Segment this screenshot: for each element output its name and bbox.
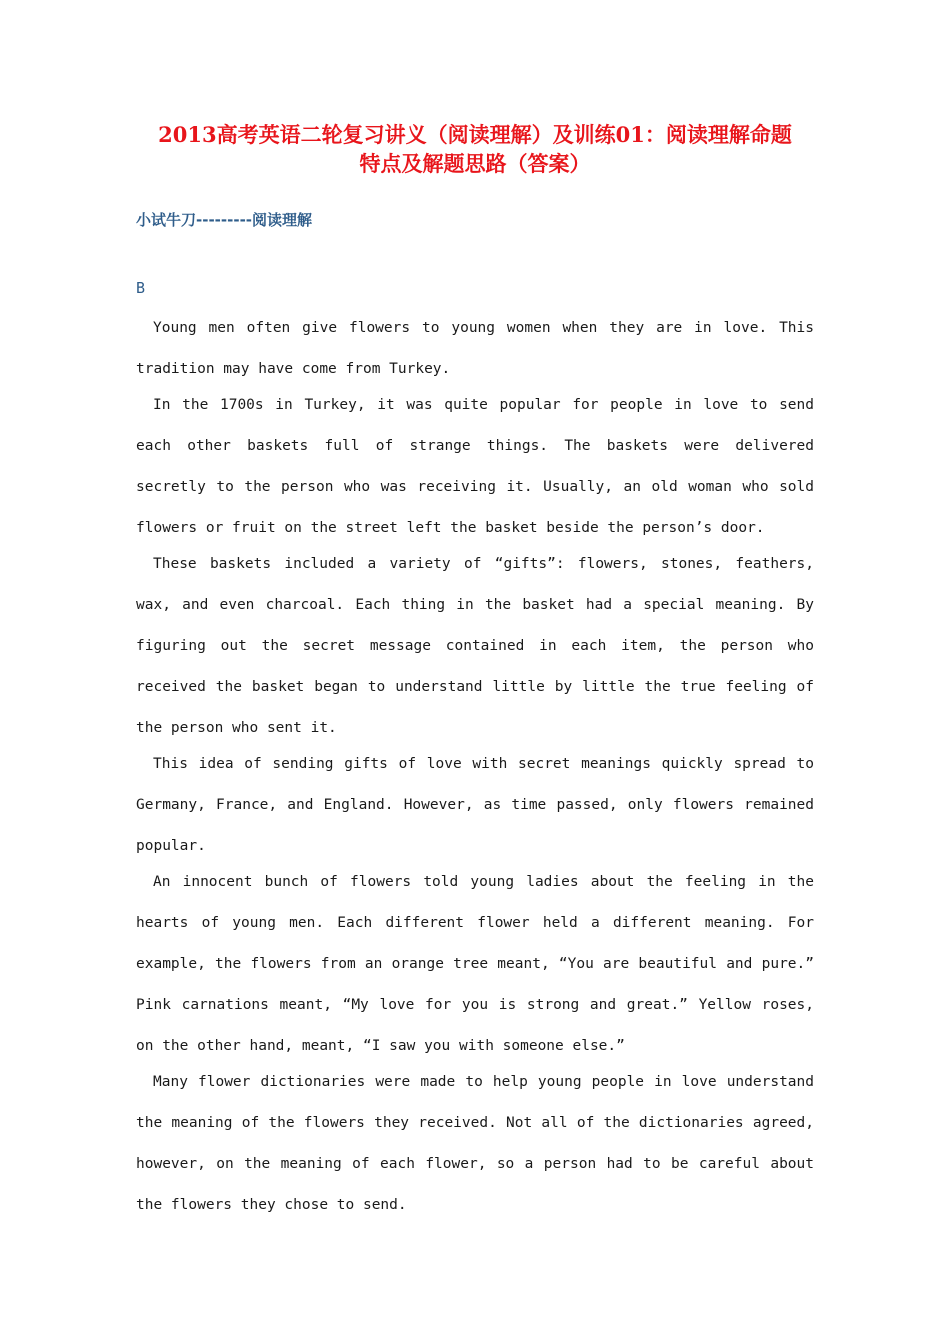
paragraph: This idea of sending gifts of love with secret meanings quickly spread to Germany, France, and England. However, as time passed, only flowers remained popular.	[136, 756, 814, 854]
document-title	[120, 120, 830, 178]
section-subtitle: 小试牛刀---------阅读理解	[136, 211, 313, 229]
paragraph: An innocent bunch of flowers told young ladies about the feeling in the hearts of young men. Each different flower held a different meaning. For example, the flowers from an orange tree meant, “You are beautiful and pure.” Pink carnations meant, “My love for you is strong and great.” Yellow roses, on the other hand, meant, “I saw you with someone else.”	[136, 874, 814, 1054]
title-line-1: 2013高考英语二轮复习讲义（阅读理解）及训练01：阅读理解命题	[158, 122, 792, 147]
title-line-2: 特点及解题思路（答案）	[359, 151, 591, 176]
paragraph: Young men often give flowers to young women when they are in love. This tradition may have come from Turkey.	[136, 320, 814, 377]
paragraph: In the 1700s in Turkey, it was quite popular for people in love to send each other baskets full of strange things. The baskets were delivered secretly to the person who was receiving it. Usually, an old woman who sold flowers or fruit on the street left the basket beside the person’s door.	[136, 397, 814, 536]
passage-body	[136, 308, 814, 1226]
paragraph: These baskets included a variety of “gifts”: flowers, stones, feathers, wax, and even charcoal. Each thing in the basket had a special meaning. By figuring out the secret message contained in each item, the person who received the basket began to understand little by little the true feeling of the person who sent it.	[136, 556, 814, 736]
paragraph: Many flower dictionaries were made to help young people in love understand the meaning of the flowers they received. Not all of the dictionaries agreed, however, on the meaning of each flower, so a person had to be careful about the flowers they chose to send.	[136, 1074, 814, 1213]
passage-label: B	[136, 279, 146, 297]
